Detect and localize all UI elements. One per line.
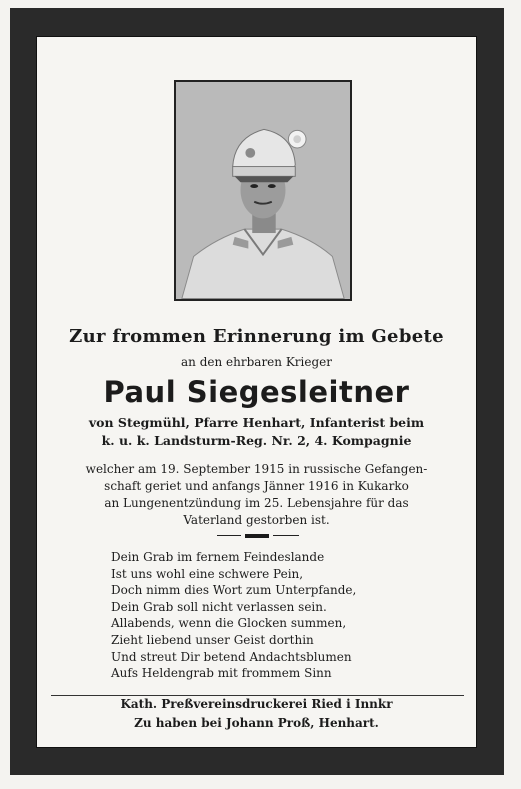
body-line: an Lungenentzündung im 25. Lebensjahre für das: [104, 496, 409, 510]
poem-line: Und streut Dir betend Andachtsblumen: [111, 649, 352, 664]
origin-line-2: k. u. k. Landsturm-Reg. Nr. 2, 4. Kompagnie: [101, 433, 412, 448]
printer-imprint: Kath. Preßvereinsdruckerei Ried i Innkr: [120, 697, 393, 711]
body-line: schaft geriet und anfangs Jänner 1916 in Kukarko: [104, 479, 409, 493]
origin-line-1: von Stegmühl, Pfarre Henhart, Infanterist beim: [88, 415, 425, 430]
poem-line: Aufs Heldengrab mit frommem Sinn: [111, 666, 332, 681]
seller-imprint: Zu haben bei Johann Proß, Henhart.: [134, 716, 379, 730]
poem-line: Dein Grab soll nicht verlassen sein.: [111, 599, 327, 614]
poem-line: Zieht liebend unser Geist dorthin: [111, 632, 314, 647]
memorial-card: [10, 8, 504, 775]
ornamental-divider: [217, 534, 299, 538]
soldier-portrait-photo: [174, 80, 352, 301]
card-inner-panel: [36, 36, 477, 748]
poem-line: Doch nimm dies Wort zum Unterpfande,: [111, 583, 357, 598]
poem-line: Ist uns wohl eine schwere Pein,: [111, 566, 304, 581]
body-line: Vaterland gestorben ist.: [183, 513, 330, 527]
deceased-name: Paul Siegesleitner: [103, 375, 410, 409]
poem-line: Dein Grab im fernem Feindeslande: [111, 550, 325, 564]
body-line: welcher am 19. September 1915 in russische Gefangen-: [85, 462, 428, 476]
card-subtitle: an den ehrbaren Krieger: [181, 355, 332, 369]
footer-rule: [51, 695, 464, 696]
poem-line: Allabends, wenn die Glocken summen,: [111, 616, 347, 631]
card-title: Zur frommen Erinnerung im Gebete: [69, 326, 444, 347]
memorial-poem: [111, 549, 356, 682]
